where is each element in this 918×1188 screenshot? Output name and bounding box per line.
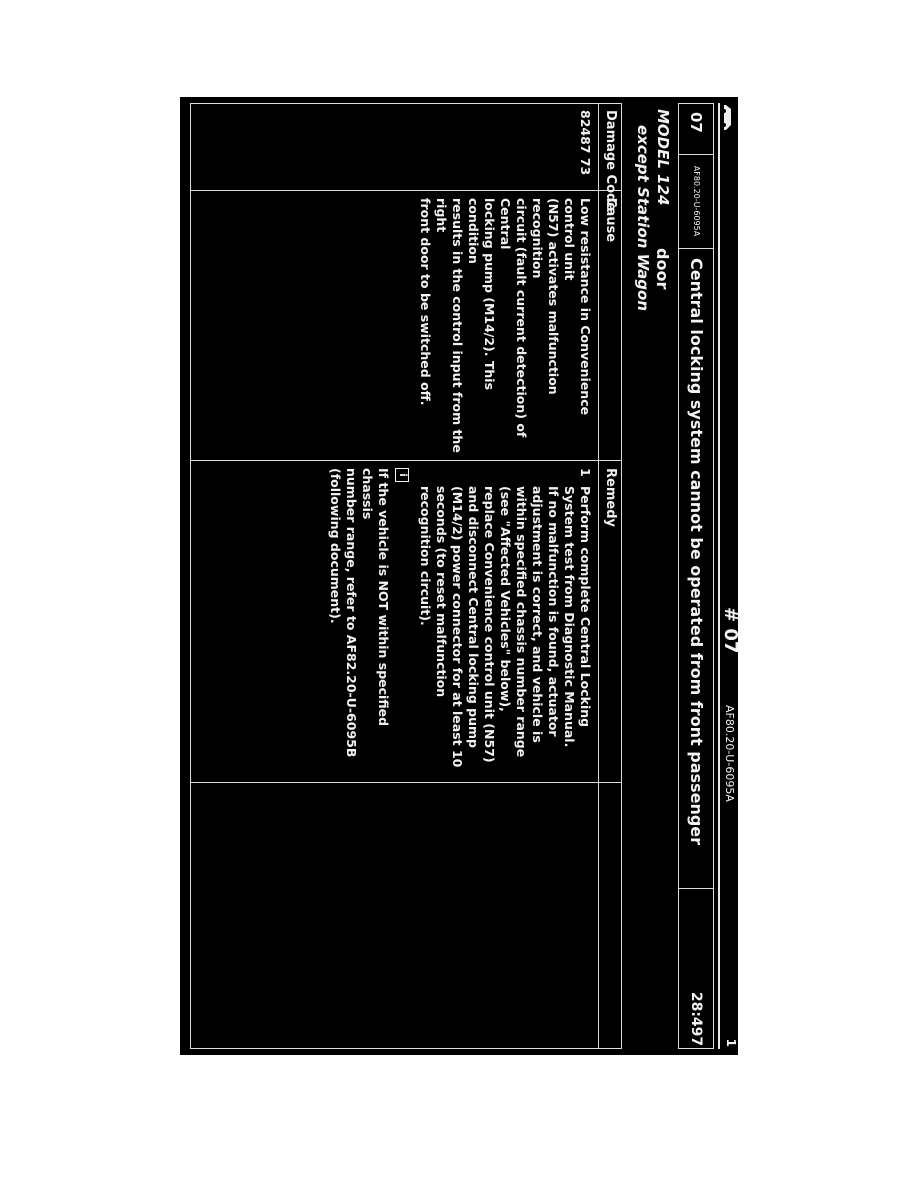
remedy-line: recognition circuit). (418, 486, 433, 626)
cause-line: locking pump (M14/2). This condition (466, 198, 497, 391)
column-divider (191, 460, 621, 461)
remedy-line: seconds (to reset malfunction (434, 486, 449, 698)
cause-line: Low resistance in Convenience control unit (562, 198, 593, 416)
page-number: 1 (724, 1038, 738, 1047)
remedy-line: (see "Affected Vehicles" below), (498, 486, 513, 712)
car-logo-icon (722, 103, 736, 133)
remedy-line: Perform complete Central Locking (578, 486, 593, 728)
remedy-line: within specified chassis number range (514, 486, 529, 758)
top-rule (718, 103, 720, 1049)
rotated-sheet (180, 97, 741, 1055)
model-subheading: except Station Wagon (634, 125, 652, 312)
cause-text (417, 198, 593, 456)
document-reference: AF80.20-U-6095A (723, 705, 736, 802)
cause-line: results in the control input from the right (434, 198, 465, 453)
remedy-text (417, 486, 593, 780)
remedy-line: replace Convenience control unit (N57) (482, 486, 497, 763)
column-header-cause: Cause (603, 198, 618, 243)
diagnosis-table (190, 103, 622, 1049)
cause-line: (N57) activates malfunction recognition (530, 198, 561, 395)
info-icon: i (395, 468, 409, 482)
column-divider (191, 782, 621, 783)
note-text (327, 468, 391, 780)
note-line: If the vehicle is NOT within specified chassis (360, 468, 391, 727)
cause-line: front door to be switched off. (418, 198, 433, 406)
note-line: number range, refer to AF82.20-U-6095B (344, 468, 359, 758)
scanned-page (180, 97, 741, 1055)
note-line: (following document). (328, 468, 343, 624)
remedy-line: If no malfunction is found, actuator (546, 486, 561, 737)
remedy-line: adjustment is correct, and vehicle is (530, 486, 545, 743)
remedy-line: (M14/2) power connector for at least 10 (450, 486, 465, 768)
column-header-damage-code: Damage Code (603, 110, 618, 212)
remedy-step-number: 1 (578, 468, 593, 477)
document-number: # 07 (720, 607, 741, 654)
section-code: 07 (679, 104, 713, 155)
page-title: Central locking system cannot be operated from front passenger door (679, 248, 713, 889)
remedy-line: System test from Diagnostic Manual. (562, 486, 577, 748)
damage-code: 82487 73 (578, 110, 593, 176)
cause-line: circuit (fault current detection) of Central (498, 198, 529, 438)
header-row-divider (598, 104, 599, 1048)
column-header-remedy: Remedy (603, 468, 618, 527)
section-reference: AF80.20-U-6095A (679, 154, 713, 249)
model-heading: MODEL 124 (654, 109, 672, 206)
column-divider (191, 190, 621, 191)
remedy-line: and disconnect Central locking pump (466, 486, 481, 748)
bulletin-number: 28:497 (688, 991, 704, 1047)
